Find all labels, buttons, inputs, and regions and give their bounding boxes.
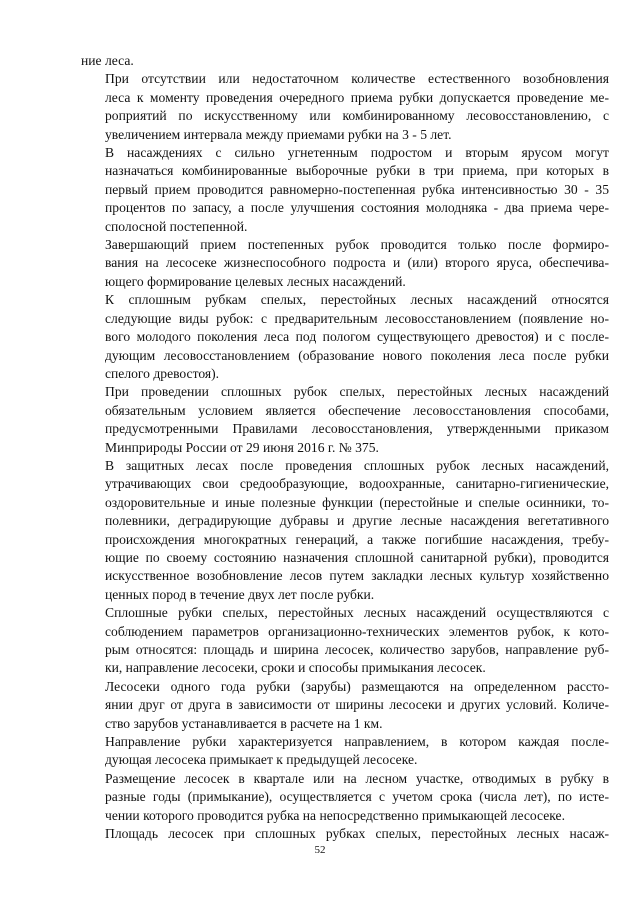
paragraph: [81, 70, 609, 144]
paragraph: [81, 770, 609, 825]
text-line: утрачивающих свои средообразующие, водоохранные, санитарно-гигиенические,: [105, 476, 609, 492]
text-line: оздоровительные и иные полезные функции (перестойные и спелые осинники, то-: [105, 494, 609, 510]
paragraph: [81, 678, 609, 733]
paragraph: [81, 825, 609, 843]
text-line: роприятий по искусственному или комбинированному лесовосстановлению, с: [105, 108, 609, 124]
text-line: полевники, деградирующие дубравы и другие лесные насаждения вегетативного: [105, 513, 609, 529]
text-line: дующим лесовосстановлением (образование нового поколения леса после рубки: [105, 347, 609, 363]
text-line: процентов по запасу, а после улучшения состояния молодняка - два приема чере-: [105, 200, 609, 216]
text-line: соблюдением параметров организационно-технических элементов рубок, к кото-: [105, 623, 609, 639]
paragraph: [81, 291, 609, 383]
text-line: назначаться комбинированные выборочные рубки в три приема, при которых в: [105, 163, 609, 179]
text-line: Минприроды России от 29 июня 2016 г. № 375.: [105, 439, 379, 455]
text-line: вого молодого поколения леса под пологом существующего древостоя) и с после-: [105, 329, 609, 345]
text-line: Завершающий прием постепенных рубок проводится только после формиро-: [105, 237, 609, 253]
text-line: первый прием проводится равномерно-постепенная рубка интенсивностью 30 - 35: [105, 181, 609, 197]
body-text: [81, 52, 609, 843]
text-line: происхождения многократных генераций, а также погибшие насаждения, требу-: [105, 531, 609, 547]
paragraph: [81, 236, 609, 291]
text-line: Размещение лесосек в квартале или на лесном участке, отводимых в рубку в: [105, 770, 609, 786]
text-line: При проведении сплошных рубок спелых, перестойных лесных насаждений: [105, 384, 609, 400]
text-line: чении которого проводится рубка на непосредственно примыкающей лесосеке.: [105, 807, 565, 823]
paragraph: [81, 383, 609, 457]
text-line: сполосной постепенной.: [105, 218, 248, 234]
paragraph: [81, 457, 609, 604]
text-line: увеличением интервала между приемами рубки на 3 - 5 лет.: [105, 126, 452, 142]
paragraph: [81, 52, 609, 70]
text-line: ющего формирование целевых лесных насаждений.: [105, 273, 406, 289]
text-line: леса к моменту проведения очередного приема рубки допускается проведение ме-: [105, 89, 609, 105]
text-line: ство зарубов устанавливается в расчете на 1 км.: [105, 715, 383, 731]
text-line: Сплошные рубки спелых, перестойных лесных насаждений осуществляются с: [105, 605, 609, 621]
text-line: обязательным условием является обеспечение лесовосстановления способами,: [105, 402, 609, 418]
text-line: янии друг от друга в зависимости от ширины лесосеки и других условий. Количе-: [105, 697, 609, 713]
paragraph: [81, 144, 609, 236]
text-line: При отсутствии или недостаточном количестве естественного возобновления: [105, 71, 609, 87]
text-line: Площадь лесосек при сплошных рубках спелых, перестойных лесных насаж-: [105, 826, 609, 842]
text-line: ющие по своему состоянию назначения сплошной санитарной рубки), проводится: [105, 549, 609, 565]
text-line: предусмотренными Правилами лесовосстановления, утвержденными приказом: [105, 421, 609, 437]
text-line: Лесосеки одного года рубки (зарубы) размещаются на определенном рассто-: [105, 678, 609, 694]
text-line: В насаждениях с сильно угнетенным подростом и вторым ярусом могут: [105, 145, 609, 161]
text-line: разные годы (примыкание), осуществляется с учетом срока (числа лет), по исте-: [105, 789, 609, 805]
page-number: 52: [314, 844, 326, 856]
text-line: Направление рубки характеризуется направлением, в котором каждая после-: [105, 734, 609, 750]
paragraph: [81, 604, 609, 678]
text-line: дующая лесосека примыкает к предыдущей лесосеке.: [105, 752, 418, 768]
text-line: вания на лесосеке жизнеспособного подроста и (или) второго яруса, обеспечива-: [105, 255, 609, 271]
text-line: ценных пород в течение двух лет после рубки.: [105, 586, 375, 602]
text-line: В защитных лесах после проведения сплошных рубок лесных насаждений,: [105, 457, 609, 473]
text-line: спелого древостоя).: [105, 365, 220, 381]
text-line: ние леса.: [81, 53, 134, 68]
text-line: следующие виды рубок: с предварительным лесовосстановлением (появление но-: [105, 310, 609, 326]
paragraph: [81, 733, 609, 770]
text-line: К сплошным рубкам спелых, перестойных лесных насаждений относятся: [105, 292, 609, 308]
text-line: рым относятся: площадь и ширина лесосек, количество зарубов, направление руб-: [105, 642, 609, 657]
text-line: ки, направление лесосеки, сроки и способы примыкания лесосек.: [105, 660, 486, 676]
text-line: искусственное возобновление лесов путем закладки лесных культур хозяйственно: [105, 568, 609, 584]
